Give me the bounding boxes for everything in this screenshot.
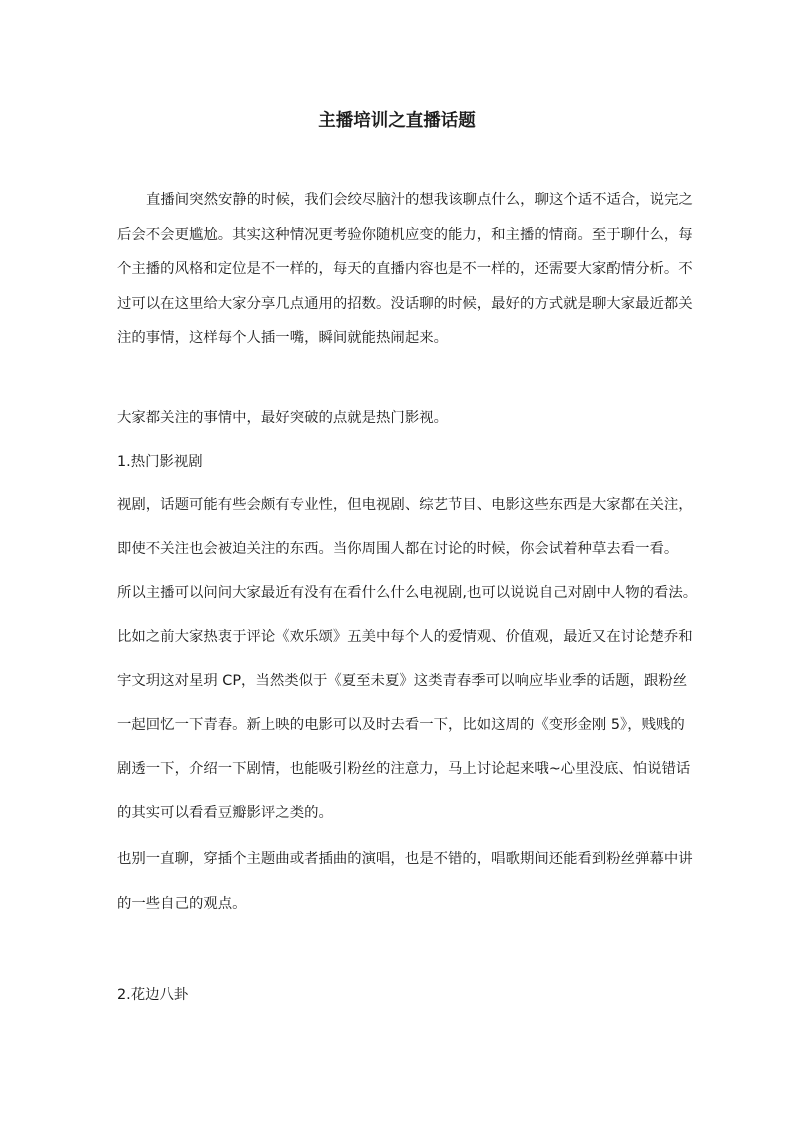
text-line: 个主播的风格和定位是不一样的，每天的直播内容也是不一样的，还需要大家酌情分析。不 — [117, 261, 693, 277]
section-2-heading: 2.花边八卦 — [117, 987, 189, 1003]
section-heading: 1.热门影视剧 — [117, 454, 203, 470]
text-line: 后会不会更尴尬。其实这种情况更考验你随机应变的能力，和主播的情商。至于聊什么，每 — [117, 227, 693, 243]
text-line: 直播间突然安静的时候，我们会绞尽脑汁的想我该聊点什么，聊这个适不适合，说完之 — [146, 192, 693, 208]
text-line: 即使不关注也会被迫关注的东西。当你周围人都在讨论的时候，你会试着种草去看一看。 — [117, 541, 679, 557]
text-line: 也别一直聊，穿插个主题曲或者插曲的演唱，也是不错的，唱歌期间还能看到粉丝弹幕中讲 — [117, 851, 693, 867]
text-line: 过可以在这里给大家分享几点通用的招数。没话聊的时候，最好的方式就是聊大家最近都关 — [117, 296, 693, 312]
text-line: 宇文玥这对星玥 CP，当然类似于《夏至未夏》这类青春季可以响应毕业季的话题，跟粉丝 — [117, 673, 688, 689]
text-line: 比如之前大家热衷于评论《欢乐颂》五美中每个人的爱情观、价值观，最近又在讨论楚乔和 — [117, 629, 693, 645]
text-line: 所以主播可以问问大家最近有没有在看什么什么电视剧,也可以说说自己对剧中人物的看法。 — [117, 585, 698, 601]
text-line: 一起回忆一下青春。新上映的电影可以及时去看一下，比如这周的《变形金刚 5》，贱贱的 — [117, 717, 685, 733]
lead-sentence: 大家都关注的事情中，最好突破的点就是热门影视。 — [117, 410, 448, 426]
text-line: 注的事情，这样每个人插一嘴，瞬间就能热闹起来。 — [117, 330, 448, 346]
text-line: 的其实可以看看豆瓣影评之类的。 — [117, 805, 333, 821]
text-line: 剧透一下，介绍一下剧情，也能吸引粉丝的注意力，马上讨论起来哦~心里没底、怕说错话 — [117, 761, 691, 777]
text-line: 的一些自己的观点。 — [117, 896, 247, 912]
document-title: 主播培训之直播话题 — [318, 111, 476, 131]
text-line: 视剧，话题可能有些会颇有专业性，但电视剧、综艺节目、电影这些东西是大家都在关注， — [117, 497, 693, 513]
